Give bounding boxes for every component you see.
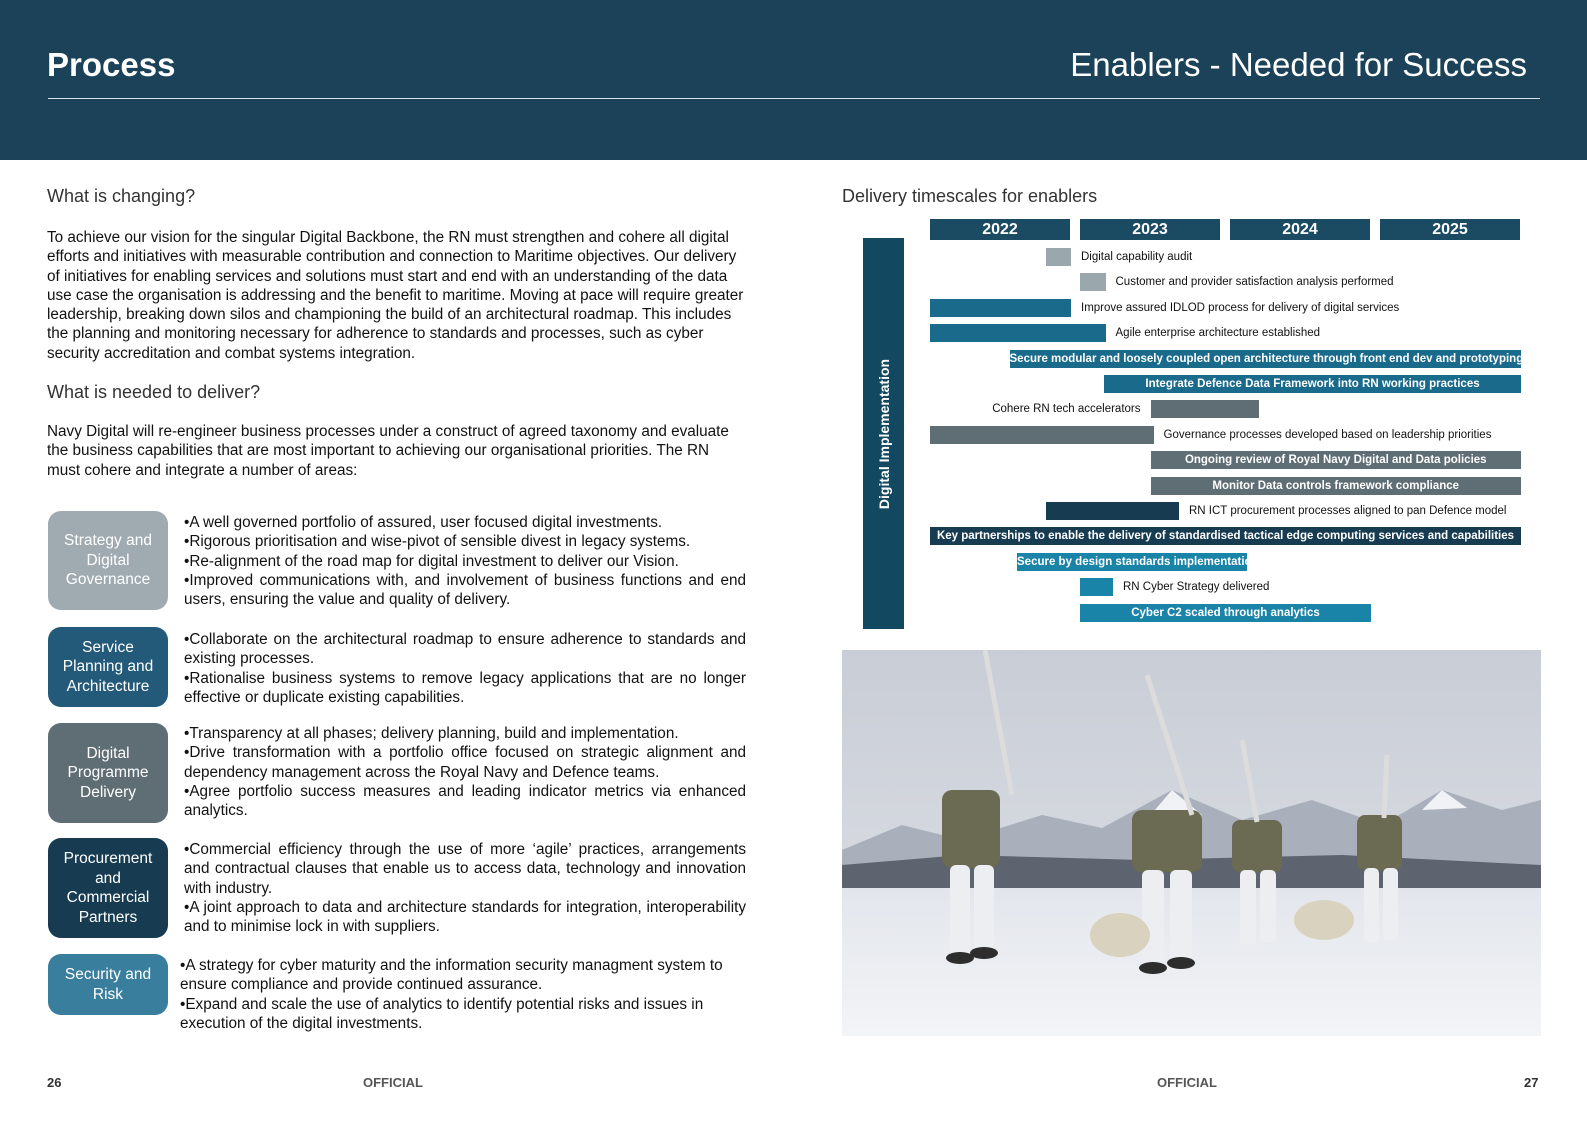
bullet-item: •Expand and scale the use of analytics to identify potential risks and issues in execution of the digital investments. [180,995,704,1032]
bullet-item: •Commercial efficiency through the use of more ‘agile’ practices, arrangements and contractual clauses that enable us to access data, technology and innovation with industry. [184,841,746,897]
bullet-item: •Agree portfolio success measures and leading indicator metrics via enhanced analytics. [184,782,746,820]
gantt-bar-label: Monitor Data controls framework compliance [1212,479,1460,492]
gantt-bar [1046,502,1180,520]
gantt-bar [1080,578,1113,596]
chart-title: Delivery timescales for enablers [842,186,1098,206]
bullet-item: •A joint approach to data and architecture standards for integration, interoperability and to minimise lock in with suppliers. [184,898,746,936]
bullet-item: •Re-alignment of the road map for digital investment to deliver our Vision. [184,552,679,570]
area-procurement: Procurement and Commercial Partners [48,838,168,938]
gantt-bar [930,426,1154,444]
section-heading-deliver: What is needed to deliver? [47,382,261,402]
gantt-bar [930,324,1106,342]
area-service-planning: Service Planning and Architecture [48,627,168,707]
bullet-item: •A strategy for cyber maturity and the information security managment system to ensure compliance and provide continued assurance. [180,957,723,994]
gantt-bar-label: Improve assured IDLOD process for delivery of digital services [1081,301,1400,314]
category-label: Digital Implementation [875,358,892,509]
year-header-2022: 2022 [930,219,1070,240]
gantt-bar [930,299,1071,317]
bullet-item: •Transparency at all phases; delivery planning, build and implementation. [184,725,679,742]
area-strategy-governance: Strategy and Digital Governance [48,511,168,610]
page-number-left: 26 [47,1075,62,1090]
gantt-bar-label: Agile enterprise architecture established [1115,327,1321,340]
classification-left: OFFICIAL [363,1075,423,1090]
bullet-item: •A well governed portfolio of assured, user focused digital investments. [184,514,663,531]
year-header-2024: 2024 [1230,219,1370,240]
bullet-item: •Drive transformation with a portfolio office focused on strategic alignment and dependency management across the Royal Navy and Defence teams. [184,744,746,781]
gantt-bar-label: Integrate Defence Data Framework into RN working practices [1145,378,1480,390]
area-strategy-bullets [184,513,746,609]
gantt-bar [1046,248,1072,266]
bullet-item: •Rigorous prioritisation and wise-pivot of sensible divest in legacy systems. [184,533,691,551]
bullet-item: •Improved communications with, and involvement of business functions and end users, ensuring the value and quality of delivery. [184,571,746,609]
paragraph-changing: To achieve our vision for the singular Digital Backbone, the RN must strengthen and cohere all digital efforts and initiatives with measurable contribution and connection to Maritime objectives. Our delivery of initiatives for enabling services and solutions must start and end with an understanding of the data use case the organisation is addressing and the benefit to maritime. Moving at pace will require greater leadership, breaking down silos and championing the build of an architectural roadmap. This includes the planning and monitoring necessary for adherence to standards and processes, such as cyber security accreditation and combat systems integration. [47,229,744,362]
photo-illustration [842,650,1541,1036]
gantt-bar-label: Governance processes developed based on leadership priorities [1163,428,1492,441]
gantt-bar-label: Ongoing review of Royal Navy Digital and Data policies [1184,454,1487,467]
area-programme-bullets [184,724,746,820]
gantt-bar-label: Customer and provider satisfaction analysis performed [1115,276,1394,289]
year-header-2023: 2023 [1080,219,1220,240]
area-service-bullets [184,630,746,707]
bullet-item: •Collaborate on the architectural roadmap to ensure adherence to standards and existing processes. [184,631,746,668]
gantt-bar [1151,400,1259,418]
page-number-right: 27 [1524,1075,1539,1090]
area-security-risk: Security and Risk [48,954,168,1015]
classification-right: OFFICIAL [1157,1075,1217,1090]
gantt-bar [1080,273,1106,291]
category-label-wrap [863,238,904,629]
header-divider [48,98,1540,99]
gantt-bar-label: RN ICT procurement processes aligned to pan Defence model [1189,505,1507,517]
year-header-2025: 2025 [1380,219,1520,240]
page-title-right: Enablers - Needed for Success [1070,46,1527,83]
gantt-bar-label: RN Cyber Strategy delivered [1123,581,1270,594]
arctic-soldiers-photo [842,650,1541,1036]
bullet-item: •Rationalise business systems to remove legacy applications that are no longer effective or duplicate existing capabilities. [184,669,746,706]
gantt-bar-label: Secure by design standards implementation [1017,555,1259,568]
area-procurement-bullets [184,840,746,936]
gantt-bar-label: Secure modular and loosely coupled open architecture through front end dev and prototyping [1009,352,1524,365]
section-heading-changing: What is changing? [47,186,196,206]
area-security-bullets [180,956,742,1033]
gantt-bar-label: Cohere RN tech accelerators [992,403,1141,416]
page-title-left: Process [47,46,176,83]
gantt-bar-label: Key partnerships to enable the delivery of standardised tactical edge computing services and capabilities [936,530,1515,543]
gantt-bar-label: Digital capability audit [1081,251,1193,263]
gantt-bar-label: Cyber C2 scaled through analytics [1131,606,1320,619]
paragraph-deliver: Navy Digital will re-engineer business processes under a construct of agreed taxonomy and evaluate the business capabilities that are most important to achieving our organisational priorities. The RN must cohere and integrate a number of areas: [47,423,729,479]
area-programme-delivery: Digital Programme Delivery [48,723,168,823]
